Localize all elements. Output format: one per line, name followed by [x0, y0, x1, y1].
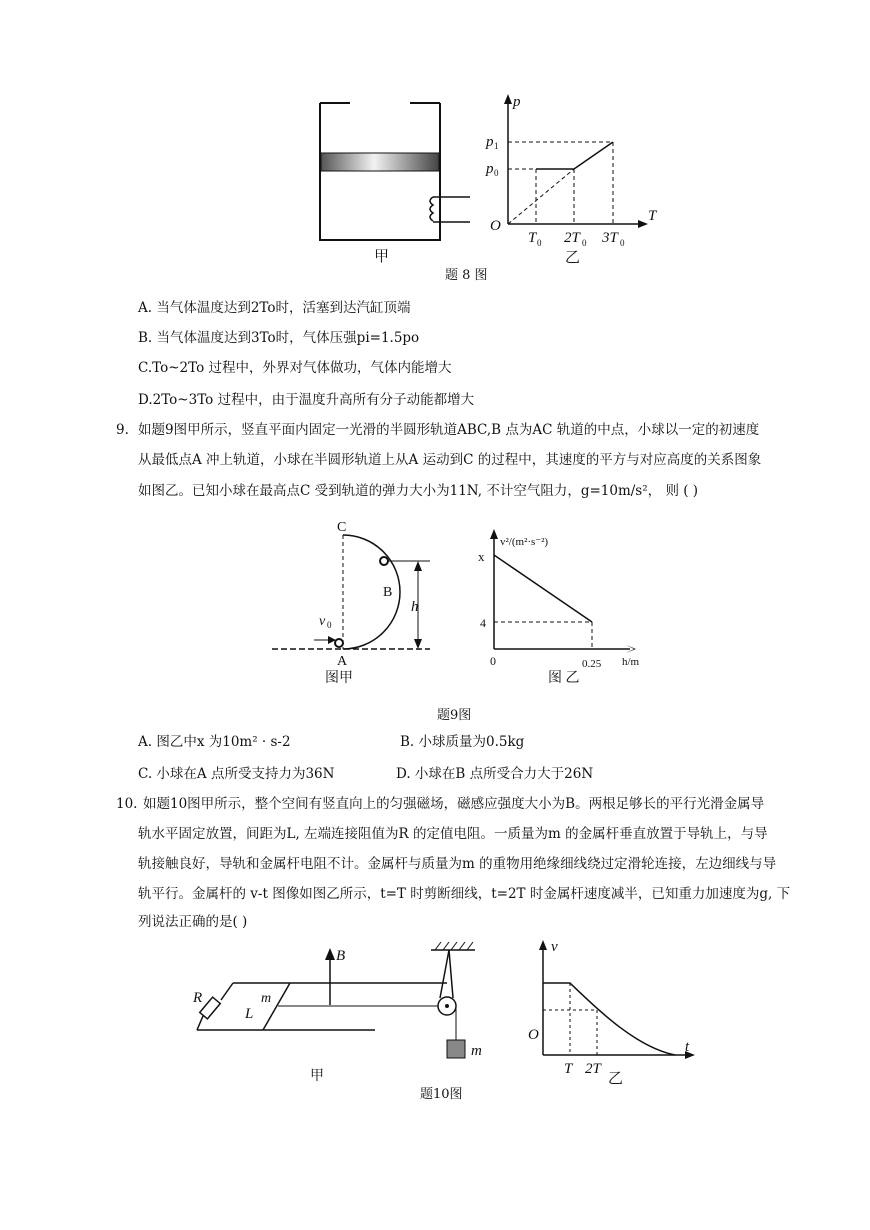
tick-T: T — [564, 1061, 573, 1077]
p1-sub: 1 — [494, 141, 499, 151]
q9-line-3: 如图乙。已知小球在最高点C 受到轨道的弹力大小为11N, 不计空气阻力，g=10m/s²， 则 ( ) — [138, 483, 699, 499]
tick-T0: T — [528, 230, 537, 246]
q10-line-5: 列说法正确的是( ) — [138, 914, 248, 930]
q9-number: 9. — [116, 422, 129, 438]
q10-number: 10. — [116, 796, 138, 812]
q10-line-1: 如题10图甲所示，整个空间有竖直向上的匀强磁场，磁感应强度大小为B。两根足够长的平行光滑金属导 — [143, 796, 765, 812]
svg-text:0: 0 — [537, 238, 542, 248]
p1-label: p — [486, 134, 494, 150]
label-R: R — [193, 990, 203, 1006]
x-axis-label: h/m — [622, 656, 640, 668]
v2-h-line — [494, 555, 592, 622]
q9-option-d: D. 小球在B 点所受合力大于26N — [396, 766, 594, 782]
origin-O: O — [490, 218, 501, 234]
q9-line-1: 如题9图甲所示，竖直平面内固定一光滑的半圆形轨道ABC,B 点为AC 轨道的中点，小球以一定的初速度 — [138, 422, 760, 438]
label-m-rod: m — [261, 991, 272, 1006]
resistor — [200, 997, 221, 1019]
tick-3T0: 3T — [602, 230, 618, 246]
svg-text:0: 0 — [620, 238, 625, 248]
q9-line-2: 从最低点A 冲上轨道，小球在半圆形轨道上从A 运动到C 的过程中，其速度的平方与对应高度的关系图象 — [138, 452, 762, 468]
svg-text:0: 0 — [582, 238, 587, 248]
hanging-weight — [447, 1040, 465, 1058]
label-C: C — [337, 520, 347, 535]
q8-option-c: C.To~2To 过程中，外界对气体做功，气体内能增大 — [138, 360, 452, 376]
q8-option-a: A. 当气体温度达到2To时，活塞到达汽缸顶端 — [138, 300, 411, 316]
v0-label: v — [319, 614, 326, 629]
fig9-v2-h-graph — [470, 525, 660, 690]
fig9-caption: 题9图 — [437, 708, 472, 723]
q10-line-2: 轨水平固定放置，间距为L, 左端连接阻值为R 的定值电阻。一质量为m 的金属杆垂直放置于导轨上，与导 — [138, 826, 768, 842]
p0-sub: 0 — [494, 168, 499, 178]
fig10-caption: 题10图 — [420, 1087, 463, 1102]
label-A: A — [337, 654, 348, 669]
v-t-curve — [543, 983, 675, 1055]
heater-coil — [430, 197, 433, 221]
process-line — [536, 142, 613, 169]
p0-label: p — [486, 161, 494, 177]
label-L: L — [245, 1006, 254, 1022]
q8-option-b: B. 当气体温度达到3To时，气体压强pi=1.5po — [138, 330, 420, 346]
ball-A — [335, 639, 343, 647]
q8-option-d: D.2To~3To 过程中，由于温度升高所有分子动能都增大 — [138, 392, 475, 408]
ball-B — [380, 557, 388, 565]
axis-T-label: T — [648, 208, 657, 224]
x-tick-0.25: 0.25 — [582, 658, 602, 670]
q9-option-a: A. 图乙中x 为10m² · s-2 — [138, 734, 291, 750]
q10-line-3: 轨接触良好，导轨和金属杆电阻不计。金属杆与质量为m 的重物用绝缘细线绕过定滑轮连接，左边细线与导 — [138, 856, 777, 872]
fig9-label-yi: 图 乙 — [548, 671, 580, 686]
fig8-caption: 题 8 图 — [445, 268, 488, 283]
piston — [321, 153, 439, 171]
fig9-track-diagram — [270, 515, 440, 690]
y-tick-4: 4 — [480, 616, 486, 630]
y-tick-x: x — [478, 549, 485, 564]
fig8-label-yi: 乙 — [565, 250, 581, 266]
q9-option-b: B. 小球质量为0.5kg — [400, 734, 525, 750]
tick-2T: 2T — [585, 1061, 601, 1077]
fig10-v-t-graph — [525, 935, 705, 1090]
q10-line-4: 轨平行。金属杆的 v-t 图像如图乙所示，t=T 时剪断细线，t=2T 时金属杆速度减半，已知重力加速度为g, 下 — [138, 886, 791, 902]
label-B-field: B — [336, 948, 346, 964]
origin-0: 0 — [490, 654, 496, 668]
fig10-label-yi: 乙 — [608, 1071, 624, 1087]
label-B: B — [383, 585, 393, 600]
fig10-label-jia: 甲 — [310, 1069, 324, 1084]
fig9-label-jia: 图甲 — [325, 671, 353, 686]
fig10-rail-diagram — [185, 940, 495, 1090]
origin-O: O — [528, 1027, 539, 1043]
axis-t: t — [685, 1039, 690, 1055]
fig8-cylinder-diagram — [310, 95, 470, 265]
axis-v: v — [551, 939, 558, 955]
fig8-label-jia: 甲 — [374, 249, 390, 265]
label-h: h — [411, 599, 419, 615]
tick-2T0: 2T — [564, 230, 580, 246]
q9-option-c: C. 小球在A 点所受支持力为36N — [138, 766, 335, 782]
label-m-weight: m — [471, 1043, 482, 1059]
y-axis-label: v²/(m²·s⁻²) — [500, 536, 549, 548]
axis-p-label: p — [513, 94, 521, 110]
fig8-p-T-graph — [480, 92, 670, 267]
svg-text:0: 0 — [327, 620, 332, 630]
